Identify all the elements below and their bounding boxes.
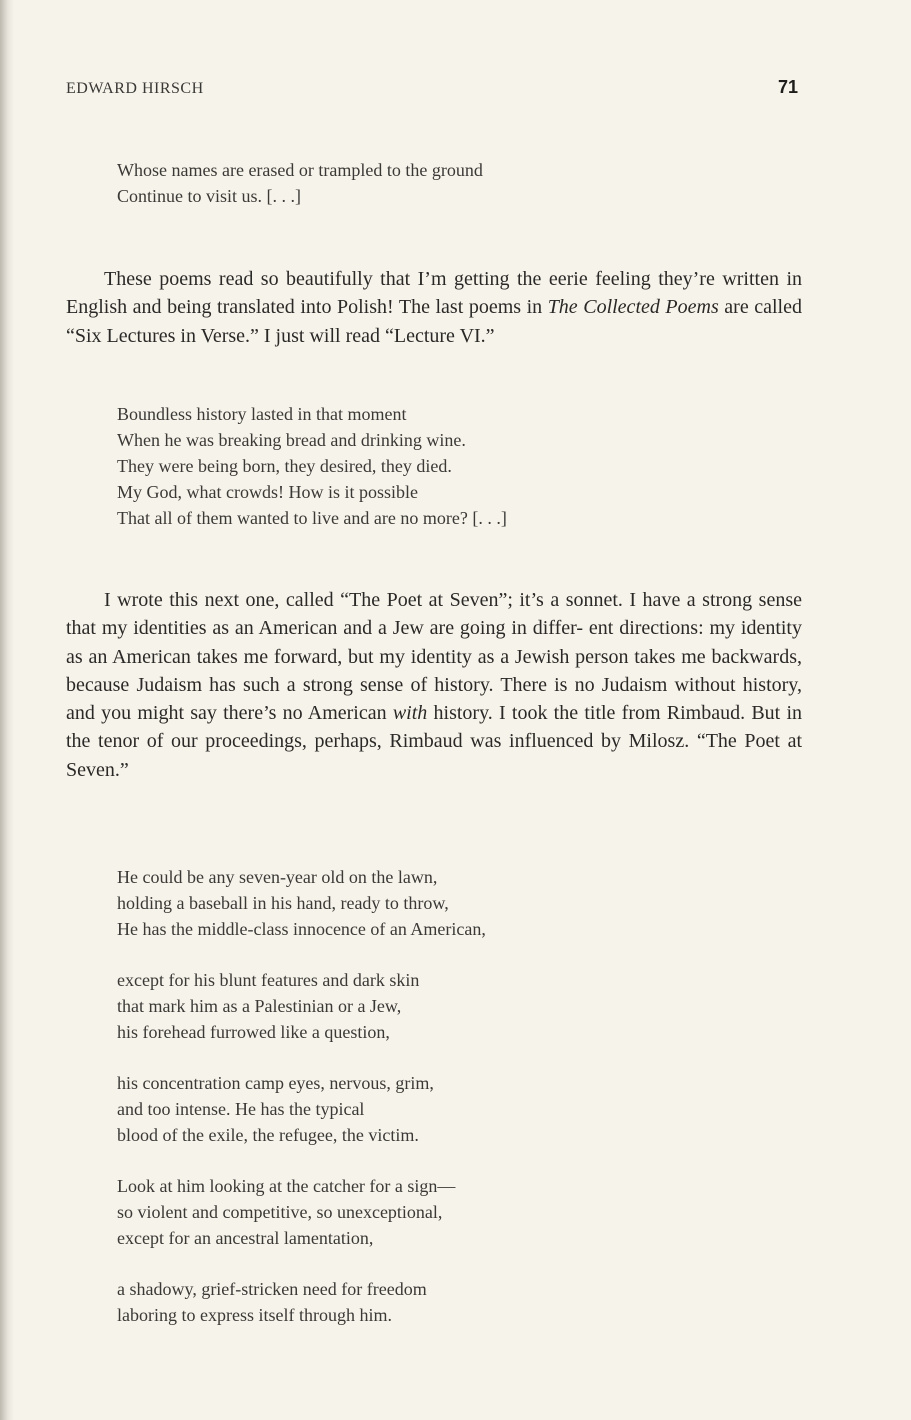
verse-line: When he was breaking bread and drinking wine.	[117, 430, 466, 450]
poem-stanza	[117, 1276, 486, 1328]
poem-stanza	[117, 1173, 486, 1251]
book-title: The Collected Poems	[547, 296, 719, 319]
page-number: 71	[777, 77, 798, 97]
emphasis-word: with	[392, 702, 428, 725]
poem-line: and too intense. He has the typical	[117, 1099, 365, 1119]
poem-line: except for an ancestral lamentation,	[117, 1228, 374, 1248]
running-head: EDWARD HIRSCH	[66, 80, 204, 97]
poem-line: laboring to express itself through him.	[117, 1305, 392, 1325]
verse-line: Whose names are erased or trampled to the ground	[117, 160, 483, 180]
poem-line: a shadowy, grief-stricken need for freedom	[117, 1279, 427, 1299]
verse-line: Continue to visit us. [. . .]	[117, 186, 301, 206]
verse-line: Boundless history lasted in that moment	[117, 404, 407, 424]
poem-stanza	[117, 1070, 486, 1148]
paragraph-2	[66, 586, 802, 784]
poem-the-poet-at-seven	[117, 864, 486, 1353]
paragraph-text: I wrote this next one, called “The Poet at Seven”; it’s a sonnet. I have a strong sense that my identities as an American and a Jew are going in differ- ent directions: my identity as an American takes me forward, but my identity as a Jewish person takes me backwards, because Judaism has such a strong sense of history. There is no Judaism without history, and you might say there’s no American	[66, 589, 802, 725]
quote-block-1	[117, 157, 483, 209]
poem-line: He could be any seven-year old on the lawn,	[117, 867, 438, 887]
poem-line: that mark him as a Palestinian or a Jew,	[117, 996, 402, 1016]
poem-line: his concentration camp eyes, nervous, grim,	[117, 1073, 434, 1093]
quote-block-2	[117, 401, 507, 531]
poem-line: Look at him looking at the catcher for a sign—	[117, 1176, 456, 1196]
poem-line: holding a baseball in his hand, ready to throw,	[117, 893, 449, 913]
poem-line: his forehead furrowed like a question,	[117, 1022, 390, 1042]
poem-line: so violent and competitive, so unexceptional,	[117, 1202, 443, 1222]
poem-line: He has the middle-class innocence of an American,	[117, 919, 486, 939]
verse-line: They were being born, they desired, they died.	[117, 456, 452, 476]
poem-line: blood of the exile, the refugee, the victim.	[117, 1125, 419, 1145]
poem-stanza	[117, 864, 486, 942]
verse-line: That all of them wanted to live and are no more? [. . .]	[117, 508, 507, 528]
poem-line: except for his blunt features and dark skin	[117, 970, 420, 990]
paragraph-text: history. I took the title from Rimbaud. But in the tenor of our proceedings, perhaps, Rimbaud was influenced by Milosz. “The Poet at Seven.”	[66, 702, 802, 781]
paragraph-text: are called “Six Lectures in Verse.” I just will read “Lecture VI.”	[66, 296, 802, 347]
page-edge-shadow	[0, 0, 14, 1420]
paragraph-text: These poems read so beautifully that I’m getting the eerie feeling they’re written in English and being translated into Polish! The last poems in	[66, 268, 802, 319]
poem-stanza	[117, 967, 486, 1045]
verse-line: My God, what crowds! How is it possible	[117, 482, 418, 502]
paragraph-1	[66, 265, 802, 350]
